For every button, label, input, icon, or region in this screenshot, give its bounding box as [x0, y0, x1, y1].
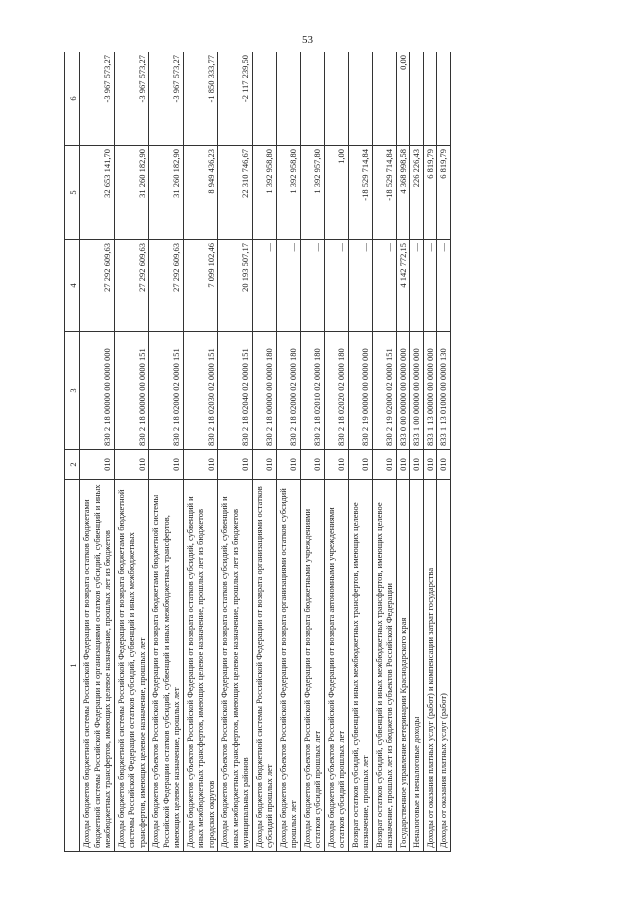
- row-code: 010: [276, 450, 300, 480]
- row-code: 010: [423, 450, 437, 480]
- row-value-4: 27 292 609,63: [149, 240, 184, 332]
- row-name: Доходы от оказания платных услуг (работ) и компенсации затрат государства: [423, 480, 437, 852]
- row-name: Доходы бюджетов субъектов Российской Федерации от возврата бюджетными учреждениями остатков субсидий прошлых лет: [300, 480, 324, 852]
- row-code: 010: [410, 450, 424, 480]
- header-col-2: 2: [65, 450, 80, 480]
- row-code: 010: [80, 450, 115, 480]
- row-name: Доходы бюджетов бюджетной системы Российской Федерации от возврата бюджетами бюджетной системы Российской Федерации остатков субсидий, субвенций и иных межбюджетных трансфертов, имеющих целевое назначение, прошлых лет: [114, 480, 149, 852]
- row-value-4: —: [410, 240, 424, 332]
- row-kbk: 833 0 00 00000 00 0000 000: [396, 332, 410, 450]
- row-kbk: 830 2 18 02040 02 0000 151: [218, 332, 253, 450]
- row-name: Неналоговые и неналоговые доходы: [410, 480, 424, 852]
- table-row: [372, 52, 396, 852]
- row-code: 010: [348, 450, 372, 480]
- row-kbk: 830 2 18 02000 02 0000 151: [149, 332, 184, 450]
- row-code: 010: [396, 450, 410, 480]
- row-value-6: [423, 52, 437, 146]
- table-row: [437, 52, 451, 852]
- row-value-6: [372, 52, 396, 146]
- row-value-5: 8 949 436,23: [183, 146, 218, 240]
- row-value-4: 4 142 772,15: [396, 240, 410, 332]
- row-kbk: 830 2 18 02020 02 0000 180: [324, 332, 348, 450]
- row-value-5: 1 392 958,80: [276, 146, 300, 240]
- row-kbk: 830 2 18 02000 02 0000 180: [276, 332, 300, 450]
- row-kbk: 830 2 18 00000 00 0000 151: [114, 332, 149, 450]
- table-row: [396, 52, 410, 852]
- table-row: [300, 52, 324, 852]
- table-body: [80, 52, 451, 852]
- row-value-6: [437, 52, 451, 146]
- row-value-5: 31 260 182,90: [149, 146, 184, 240]
- table-row: [423, 52, 437, 852]
- table-row: [410, 52, 424, 852]
- table-row: [80, 52, 115, 852]
- row-value-5: -18 529 714,84: [348, 146, 372, 240]
- row-value-4: —: [276, 240, 300, 332]
- row-name: Возврат остатков субсидий, субвенций и иных межбюджетных трансфертов, имеющих целевое назначение, прошлых лет из бюджетов субъектов Российской Федерации: [372, 480, 396, 852]
- row-code: 010: [300, 450, 324, 480]
- row-value-5: 22 310 746,67: [218, 146, 253, 240]
- row-value-5: -18 529 714,84: [372, 146, 396, 240]
- row-value-5: 226 226,43: [410, 146, 424, 240]
- row-name: Доходы бюджетов субъектов Российской Федерации от возврата организациями остатков субсидий прошлых лет: [276, 480, 300, 852]
- table-row: [324, 52, 348, 852]
- row-name: Доходы бюджетов субъектов Российской Федерации от возврата остатков субсидий, субвенций и иных межбюджетных трансфертов, имеющих целевое назначение, прошлых лет из бюджетов муниципальных районов: [218, 480, 253, 852]
- row-value-6: -3 967 573,27: [114, 52, 149, 146]
- row-value-6: [410, 52, 424, 146]
- row-value-4: —: [423, 240, 437, 332]
- row-name: Доходы бюджетов бюджетной системы Российской Федерации от возврата организациями остатков субсидий прошлых лет: [252, 480, 276, 852]
- row-value-4: 27 292 609,63: [80, 240, 115, 332]
- header-col-5: 5: [65, 146, 80, 240]
- table-row: [218, 52, 253, 852]
- row-value-4: —: [348, 240, 372, 332]
- row-value-5: 1,00: [324, 146, 348, 240]
- row-value-6: [324, 52, 348, 146]
- row-value-6: -3 967 573,27: [149, 52, 184, 146]
- header-col-3: 3: [65, 332, 80, 450]
- row-name: Доходы бюджетов бюджетной системы Российской Федерации от возврата остатков бюджетами бюджетной системы Российской Федерации и организациями остатков субсидий, субвенций и иных межбюджетных трансфертов, имеющих целевое назначение, прошлых лет из бюджетов: [80, 480, 115, 852]
- row-name: Доходы от оказания платных услуг (работ): [437, 480, 451, 852]
- row-value-4: —: [252, 240, 276, 332]
- row-kbk: 830 2 18 02010 02 0000 180: [300, 332, 324, 450]
- header-col-1: 1: [65, 480, 80, 852]
- row-kbk: 830 2 19 00000 00 0000 000: [348, 332, 372, 450]
- row-code: 010: [114, 450, 149, 480]
- row-code: 010: [372, 450, 396, 480]
- row-value-5: 32 653 141,70: [80, 146, 115, 240]
- row-kbk: 830 2 18 00000 00 0000 180: [252, 332, 276, 450]
- row-value-6: [276, 52, 300, 146]
- row-value-4: —: [300, 240, 324, 332]
- row-code: 010: [252, 450, 276, 480]
- table-row: [114, 52, 149, 852]
- row-name: Доходы бюджетов субъектов Российской Федерации от возврата автономными учреждениями остатков субсидий прошлых лет: [324, 480, 348, 852]
- header-col-6: 6: [65, 52, 80, 146]
- row-kbk: 833 1 13 00000 00 0000 000: [423, 332, 437, 450]
- row-code: 010: [149, 450, 184, 480]
- row-code: 010: [437, 450, 451, 480]
- row-code: 010: [218, 450, 253, 480]
- rotated-table-area: [64, 52, 564, 852]
- table-row: [276, 52, 300, 852]
- table-row: [252, 52, 276, 852]
- row-name: Доходы бюджетов субъектов Российской Федерации от возврата бюджетами бюджетной системы Российской Федерации остатков субсидий, субвенций и иных межбюджетных трансфертов, имеющих целевое назначение, прошлых лет: [149, 480, 184, 852]
- header-row: [65, 52, 80, 852]
- row-value-4: —: [324, 240, 348, 332]
- row-value-4: —: [437, 240, 451, 332]
- revenue-table: [64, 52, 451, 852]
- row-name: Государственное управление ветеринарии Краснодарского края: [396, 480, 410, 852]
- row-name: Возврат остатков субсидий, субвенций и иных межбюджетных трансфертов, имеющих целевое назначение, прошлых лет: [348, 480, 372, 852]
- row-kbk: 830 2 18 02030 02 0000 151: [183, 332, 218, 450]
- row-kbk: 830 2 19 02000 02 0000 151: [372, 332, 396, 450]
- row-value-6: [348, 52, 372, 146]
- row-value-5: 31 260 182,90: [114, 146, 149, 240]
- header-col-4: 4: [65, 240, 80, 332]
- page-number: 53: [302, 34, 313, 46]
- row-value-6: -2 117 239,50: [218, 52, 253, 146]
- row-value-5: 1 392 957,80: [300, 146, 324, 240]
- row-value-6: [252, 52, 276, 146]
- row-code: 010: [183, 450, 218, 480]
- row-value-4: 27 292 609,63: [114, 240, 149, 332]
- row-value-5: 1 392 958,80: [252, 146, 276, 240]
- row-kbk: 830 2 18 00000 00 0000 000: [80, 332, 115, 450]
- row-value-5: 6 819,79: [423, 146, 437, 240]
- row-value-5: 4 368 998,58: [396, 146, 410, 240]
- row-value-6: -3 967 573,27: [80, 52, 115, 146]
- row-value-4: 7 099 102,46: [183, 240, 218, 332]
- row-kbk: 833 1 00 00000 00 0000 000: [410, 332, 424, 450]
- row-name: Доходы бюджетов субъектов Российской Федерации от возврата остатков субсидий, субвенций и иных межбюджетных трансфертов, имеющих целевое назначение, прошлых лет из бюджетов городских округов: [183, 480, 218, 852]
- row-value-5: 6 819,79: [437, 146, 451, 240]
- row-kbk: 833 1 13 01000 00 0000 130: [437, 332, 451, 450]
- row-value-6: [300, 52, 324, 146]
- table-row: [183, 52, 218, 852]
- table-row: [348, 52, 372, 852]
- table-row: [149, 52, 184, 852]
- row-value-4: 20 193 507,17: [218, 240, 253, 332]
- row-value-6: -1 850 333,77: [183, 52, 218, 146]
- row-value-4: —: [372, 240, 396, 332]
- row-value-6: 0,00: [396, 52, 410, 146]
- row-code: 010: [324, 450, 348, 480]
- rotated-table: [64, 52, 564, 852]
